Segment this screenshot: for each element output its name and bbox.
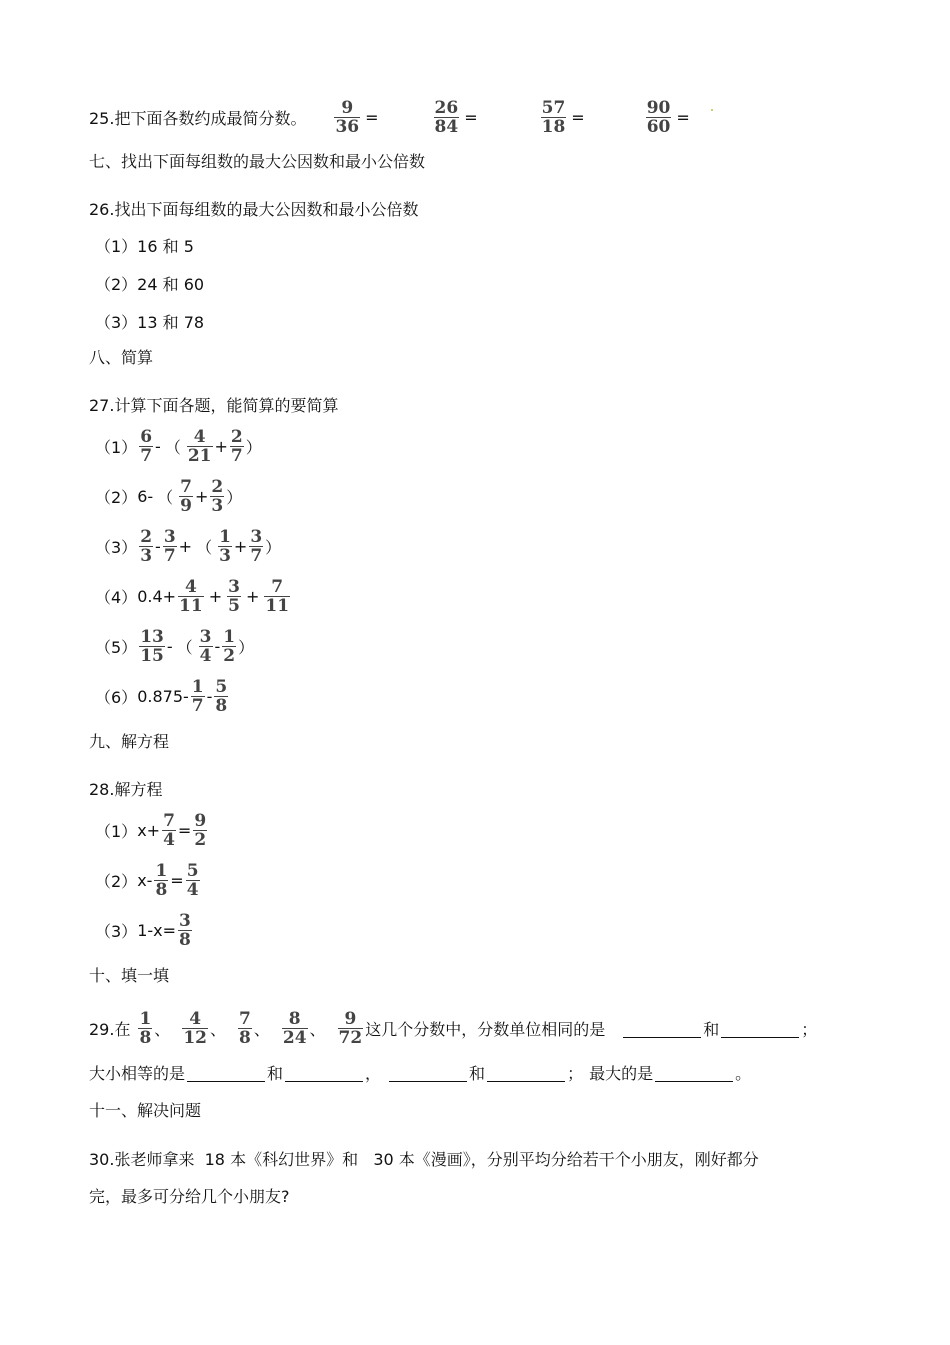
section-9-heading: 九、解方程 xyxy=(89,731,170,751)
q26-item: （3）13 和 78 xyxy=(95,312,205,332)
stray-dot xyxy=(711,109,713,111)
q28-item-1: （1） x+ $\frac{7}{4}$ = $\frac{9}{2}$ xyxy=(95,810,207,850)
q27-item-5: （5） $\frac{13}{15}$ - （ $\frac{3}{4}$ - $\frac{1}{2}$ ） xyxy=(95,626,255,666)
answer-blank[interactable] xyxy=(623,1019,701,1038)
q27-item-6: （6） 0.875- $\frac{1}{7}$ - $\frac{5}{8}$ xyxy=(95,676,228,716)
section-7-heading: 七、找出下面每组数的最大公因数和最小公倍数 xyxy=(89,151,426,171)
question-30-line-1: 30.张老师拿来 18 本《科幻世界》和 30 本《漫画》，分别平均分给若干个小朋友，刚好都分 xyxy=(89,1149,759,1169)
question-25: 25.把下面各数约成最简分数。 $\frac{9}{36}$ = $\frac{26}{84}$ = $\frac{57}{18}$ = $\frac{90}{60}$ = xyxy=(89,100,950,134)
section-11-heading: 十一、解决问题 xyxy=(89,1100,202,1120)
fraction: $\frac{90}{60}$ xyxy=(646,97,671,137)
question-27-title: 27.计算下面各题，能简算的要简算 xyxy=(89,395,339,415)
answer-blank[interactable] xyxy=(389,1063,467,1082)
q27-item-4: （4） 0.4+ $\frac{4}{11}$ + $\frac{3}{5}$ + $\frac{7}{11}$ xyxy=(95,576,290,616)
answer-blank[interactable] xyxy=(187,1063,265,1082)
fraction: $\frac{57}{18}$ xyxy=(541,97,566,137)
answer-blank[interactable] xyxy=(487,1063,565,1082)
q27-item-1: （1） $\frac{6}{7}$ - （ $\frac{4}{21}$ + $\frac{2}{7}$ ） xyxy=(95,426,262,466)
question-26-title: 26.找出下面每组数的最大公因数和最小公倍数 xyxy=(89,199,419,219)
q25-text: 25.把下面各数约成最简分数。 xyxy=(89,108,307,128)
section-10-heading: 十、填一填 xyxy=(89,965,170,985)
q27-item-3: （3） $\frac{2}{3}$ - $\frac{3}{7}$ + （ $\frac{1}{3}$ + $\frac{3}{7}$ ） xyxy=(95,526,282,566)
question-29-line-1: 29.在 $\frac{1}{8}$ 、 $\frac{4}{12}$ 、 $\frac{7}{8}$ 、 $\frac{8}{24}$ 、 $\frac{9}{72}$ 这几个分数中，分数单位相同的是 和 ； xyxy=(89,1008,818,1048)
section-8-heading: 八、简算 xyxy=(89,347,154,367)
q27-item-2: （2） 6- （ $\frac{7}{9}$ + $\frac{2}{3}$ ） xyxy=(95,476,243,516)
answer-blank[interactable] xyxy=(655,1063,733,1082)
answer-blank[interactable] xyxy=(285,1063,363,1082)
fraction: $\frac{26}{84}$ xyxy=(434,97,459,137)
q26-item: （2）24 和 60 xyxy=(95,274,205,294)
answer-blank[interactable] xyxy=(721,1019,799,1038)
question-29-line-2: 大小相等的是 和 ， 和 ； 最大的是 。 xyxy=(89,1063,752,1083)
question-30-line-2: 完，最多可分给几个小朋友? xyxy=(89,1186,290,1206)
question-28-title: 28.解方程 xyxy=(89,779,163,799)
q28-item-3: （3） 1-x= $\frac{3}{8}$ xyxy=(95,910,191,950)
q28-item-2: （2） x- $\frac{1}{8}$ = $\frac{5}{4}$ xyxy=(95,860,199,900)
q26-item: （1）16 和 5 xyxy=(95,236,194,256)
fraction: $\frac{9}{36}$ xyxy=(335,97,360,137)
